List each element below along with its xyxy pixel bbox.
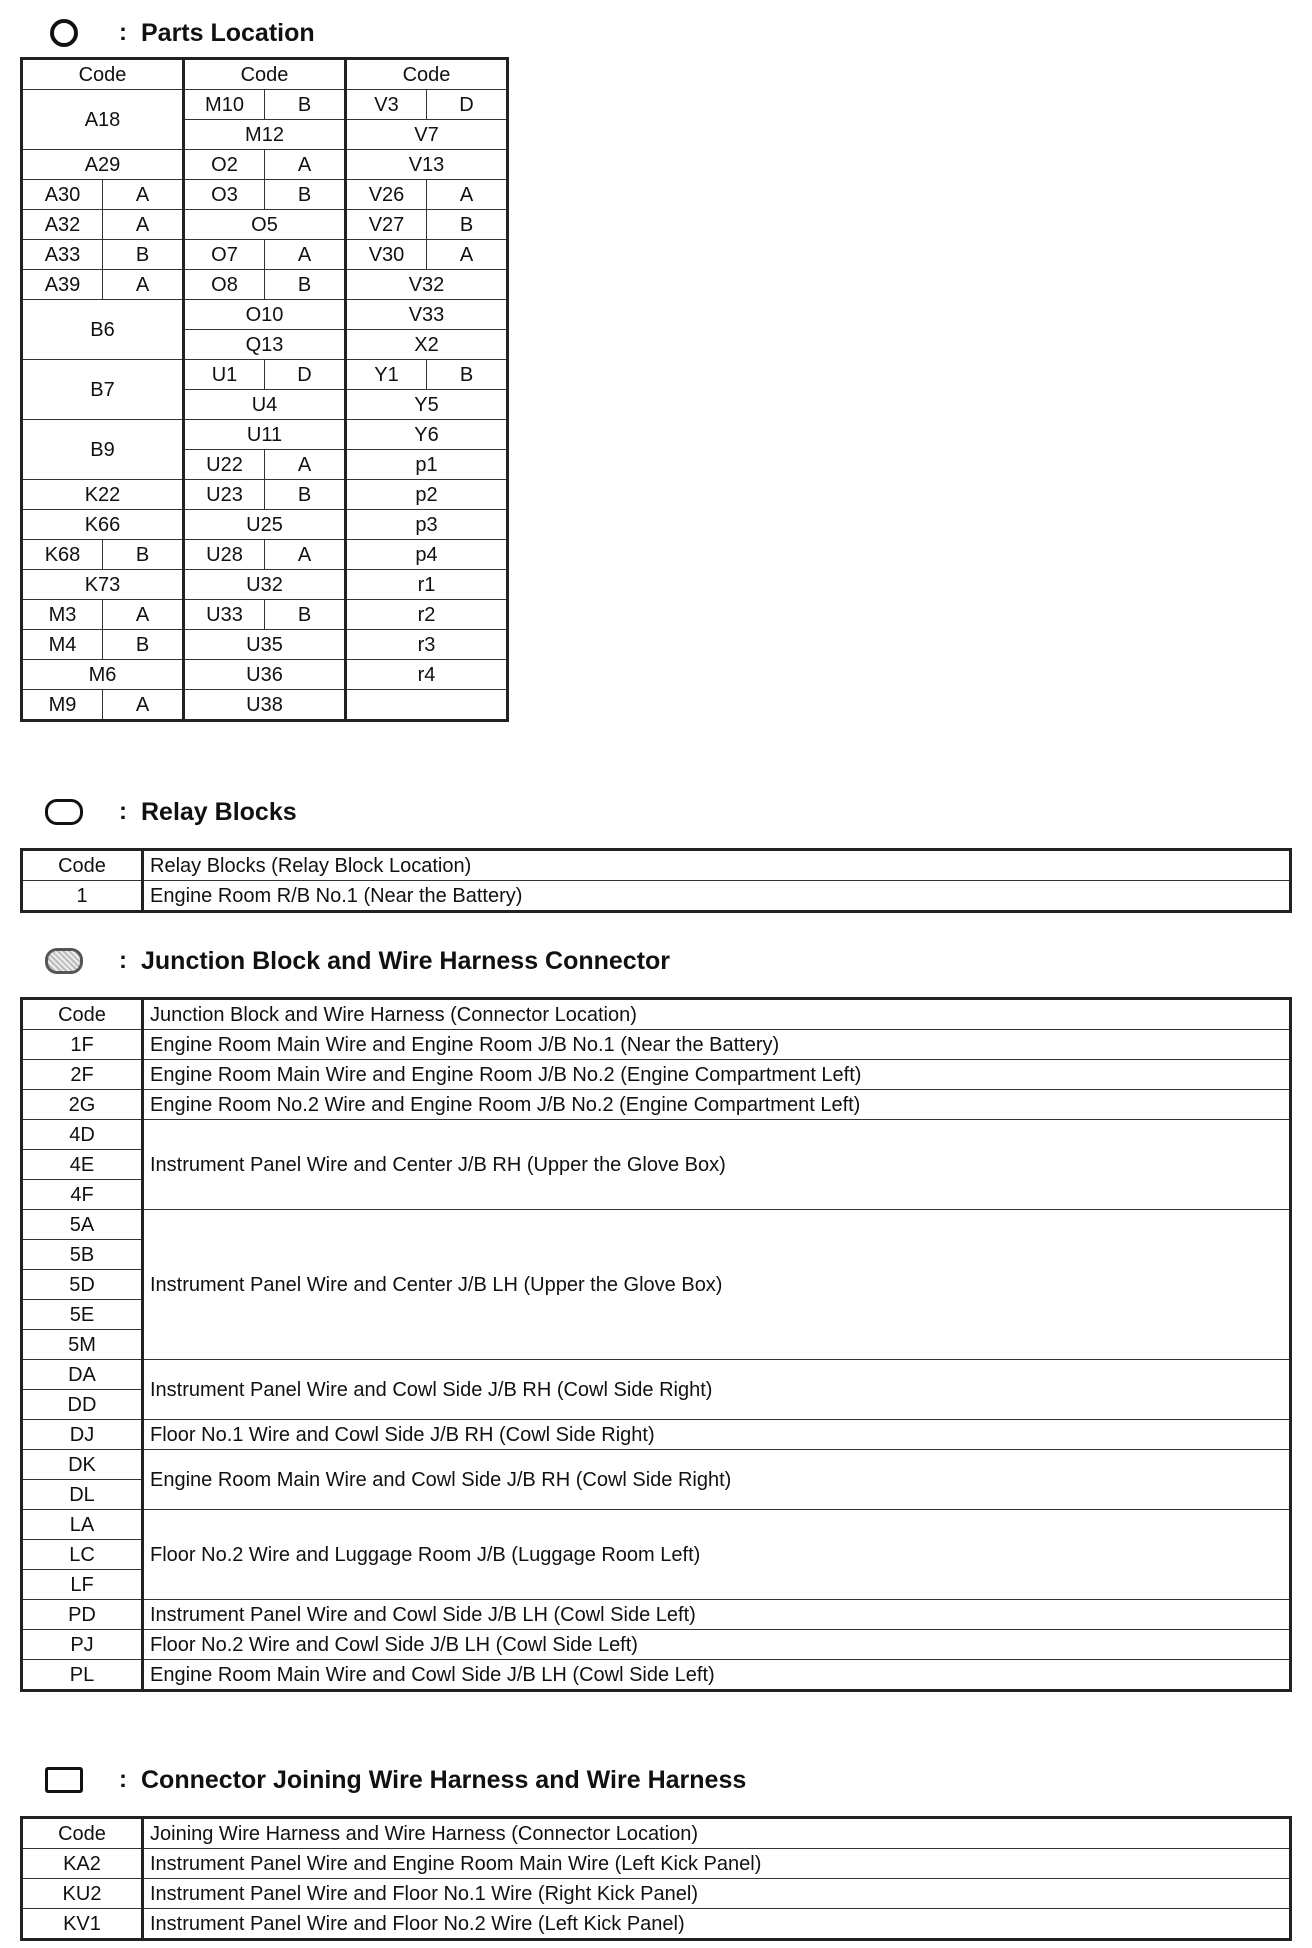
code-cell: U36 — [184, 660, 346, 690]
code-cell: K66 — [22, 510, 184, 540]
code-cell: O2 — [184, 150, 265, 180]
table-row — [22, 690, 508, 721]
junction-code-cell: 1F — [22, 1030, 143, 1060]
table-header-row — [22, 850, 1291, 881]
relay-code-cell: 1 — [22, 881, 143, 912]
junction-location-cell: Instrument Panel Wire and Cowl Side J/B LH (Cowl Side Left) — [143, 1600, 1291, 1630]
code-cell: U38 — [184, 690, 346, 721]
table-row — [22, 360, 508, 390]
relay-blocks-title: Relay Blocks — [141, 797, 297, 826]
table-row — [22, 240, 508, 270]
connector-letter-cell: A — [265, 540, 346, 570]
rectangle-symbol-icon — [45, 1765, 83, 1795]
code-cell: U11 — [184, 420, 346, 450]
code-cell: K73 — [22, 570, 184, 600]
table-row — [22, 480, 508, 510]
code-cell: A33 — [22, 240, 103, 270]
junction-code-cell: DD — [22, 1390, 143, 1420]
parts-code-header: Code — [346, 59, 508, 90]
code-cell: O3 — [184, 180, 265, 210]
parts-location-colon: : — [119, 19, 127, 46]
relay-blocks-table — [20, 848, 1292, 913]
code-cell: Q13 — [184, 330, 346, 360]
code-cell: U35 — [184, 630, 346, 660]
junction-block-title: Junction Block and Wire Harness Connector — [141, 946, 671, 975]
table-row — [22, 1030, 1291, 1060]
code-cell: V32 — [346, 270, 508, 300]
code-cell: X2 — [346, 330, 508, 360]
code-cell: M12 — [184, 120, 346, 150]
code-cell: p1 — [346, 450, 508, 480]
joining-code-cell: KA2 — [22, 1849, 143, 1879]
code-cell: r1 — [346, 570, 508, 600]
joining-location-cell: Instrument Panel Wire and Engine Room Main Wire (Left Kick Panel) — [143, 1849, 1291, 1879]
junction-location-cell: Instrument Panel Wire and Center J/B LH (Upper the Glove Box) — [143, 1210, 1291, 1360]
relay-blocks-heading — [45, 792, 297, 832]
relay-location-cell: Engine Room R/B No.1 (Near the Battery) — [143, 881, 1291, 912]
junction-code-cell: DL — [22, 1480, 143, 1510]
stadium-symbol-icon — [45, 797, 83, 827]
code-cell: O10 — [184, 300, 346, 330]
joining-code-header: Code — [22, 1818, 143, 1849]
junction-code-cell: LA — [22, 1510, 143, 1540]
connector-letter-cell: B — [265, 480, 346, 510]
connector-letter-cell: B — [427, 210, 508, 240]
parts-code-header: Code — [22, 59, 184, 90]
code-cell: M3 — [22, 600, 103, 630]
junction-location-cell: Instrument Panel Wire and Center J/B RH (Upper the Glove Box) — [143, 1120, 1291, 1210]
table-header-row — [22, 999, 1291, 1030]
joining-connector-heading — [45, 1760, 746, 1800]
code-cell: p3 — [346, 510, 508, 540]
junction-location-cell: Instrument Panel Wire and Cowl Side J/B RH (Cowl Side Right) — [143, 1360, 1291, 1420]
connector-letter-cell: A — [103, 180, 184, 210]
junction-location-cell: Floor No.2 Wire and Luggage Room J/B (Luggage Room Left) — [143, 1510, 1291, 1600]
connector-letter-cell: B — [265, 600, 346, 630]
junction-code-cell: PL — [22, 1660, 143, 1691]
table-row — [22, 1660, 1291, 1691]
connector-letter-cell: B — [265, 90, 346, 120]
junction-code-cell: PJ — [22, 1630, 143, 1660]
code-cell: p2 — [346, 480, 508, 510]
code-cell: M4 — [22, 630, 103, 660]
table-row — [22, 1120, 1291, 1150]
junction-code-cell: DA — [22, 1360, 143, 1390]
table-row — [22, 1849, 1291, 1879]
connector-letter-cell: B — [103, 540, 184, 570]
junction-location-cell: Floor No.2 Wire and Cowl Side J/B LH (Cowl Side Left) — [143, 1630, 1291, 1660]
code-cell: B9 — [22, 420, 184, 480]
circle-symbol-icon — [45, 18, 83, 48]
relay-blocks-colon: : — [119, 798, 127, 825]
relay-location-header: Relay Blocks (Relay Block Location) — [143, 850, 1291, 881]
code-cell: A39 — [22, 270, 103, 300]
junction-code-cell: 5M — [22, 1330, 143, 1360]
code-cell: U33 — [184, 600, 265, 630]
code-cell: O5 — [184, 210, 346, 240]
table-row — [22, 1420, 1291, 1450]
junction-location-cell: Floor No.1 Wire and Cowl Side J/B RH (Cowl Side Right) — [143, 1420, 1291, 1450]
code-cell: A29 — [22, 150, 184, 180]
table-row — [22, 150, 508, 180]
table-row — [22, 630, 508, 660]
code-cell: O7 — [184, 240, 265, 270]
junction-code-cell: 5E — [22, 1300, 143, 1330]
code-cell: U23 — [184, 480, 265, 510]
junction-block-colon: : — [119, 947, 127, 974]
table-row — [22, 1060, 1291, 1090]
junction-code-cell: DK — [22, 1450, 143, 1480]
code-cell: M9 — [22, 690, 103, 721]
junction-code-cell: 4F — [22, 1180, 143, 1210]
connector-letter-cell: A — [103, 270, 184, 300]
junction-code-cell: 4D — [22, 1120, 143, 1150]
joining-code-cell: KV1 — [22, 1909, 143, 1940]
table-row — [22, 1360, 1291, 1390]
junction-location-cell: Engine Room Main Wire and Cowl Side J/B LH (Cowl Side Left) — [143, 1660, 1291, 1691]
code-cell: U22 — [184, 450, 265, 480]
table-row — [22, 570, 508, 600]
code-cell: V33 — [346, 300, 508, 330]
joining-connector-table — [20, 1816, 1292, 1941]
table-row — [22, 1510, 1291, 1540]
table-row — [22, 510, 508, 540]
code-cell: V7 — [346, 120, 508, 150]
parts-location-title: Parts Location — [141, 18, 315, 47]
code-cell: A18 — [22, 90, 184, 150]
joining-location-cell: Instrument Panel Wire and Floor No.1 Wire (Right Kick Panel) — [143, 1879, 1291, 1909]
table-header-row — [22, 59, 508, 90]
junction-code-cell: 5B — [22, 1240, 143, 1270]
code-cell: r2 — [346, 600, 508, 630]
code-cell: U32 — [184, 570, 346, 600]
joining-code-cell: KU2 — [22, 1879, 143, 1909]
table-row — [22, 1090, 1291, 1120]
empty-cell — [346, 690, 508, 721]
code-cell: U4 — [184, 390, 346, 420]
connector-letter-cell: A — [427, 240, 508, 270]
junction-code-cell: 4E — [22, 1150, 143, 1180]
code-cell: A32 — [22, 210, 103, 240]
shaded-stadium-symbol-icon — [45, 946, 83, 976]
table-row — [22, 600, 508, 630]
joining-location-header: Joining Wire Harness and Wire Harness (Connector Location) — [143, 1818, 1291, 1849]
junction-code-cell: 2G — [22, 1090, 143, 1120]
connector-letter-cell: A — [265, 150, 346, 180]
code-cell: p4 — [346, 540, 508, 570]
code-cell: V13 — [346, 150, 508, 180]
code-cell: Y6 — [346, 420, 508, 450]
connector-letter-cell: A — [265, 240, 346, 270]
joining-connector-colon: : — [119, 1766, 127, 1793]
table-row — [22, 1630, 1291, 1660]
junction-code-cell: 5A — [22, 1210, 143, 1240]
code-cell: O8 — [184, 270, 265, 300]
junction-location-cell: Engine Room No.2 Wire and Engine Room J/B No.2 (Engine Compartment Left) — [143, 1090, 1291, 1120]
connector-letter-cell: D — [427, 90, 508, 120]
connector-letter-cell: A — [265, 450, 346, 480]
table-row — [22, 881, 1291, 912]
code-cell: U1 — [184, 360, 265, 390]
parts-location-heading — [45, 13, 315, 53]
table-row — [22, 210, 508, 240]
table-row — [22, 420, 508, 450]
table-header-row — [22, 1818, 1291, 1849]
code-cell: U28 — [184, 540, 265, 570]
junction-location-cell: Engine Room Main Wire and Engine Room J/B No.1 (Near the Battery) — [143, 1030, 1291, 1060]
connector-letter-cell: B — [427, 360, 508, 390]
code-cell: B6 — [22, 300, 184, 360]
junction-code-cell: 2F — [22, 1060, 143, 1090]
relay-code-header: Code — [22, 850, 143, 881]
connector-letter-cell: A — [103, 690, 184, 721]
code-cell: r3 — [346, 630, 508, 660]
code-cell: V3 — [346, 90, 427, 120]
code-cell: V30 — [346, 240, 427, 270]
parts-location-table — [20, 57, 509, 722]
table-row — [22, 180, 508, 210]
code-cell: M6 — [22, 660, 184, 690]
table-row — [22, 1210, 1291, 1240]
parts-code-header: Code — [184, 59, 346, 90]
table-row — [22, 1879, 1291, 1909]
connector-letter-cell: A — [103, 210, 184, 240]
joining-location-cell: Instrument Panel Wire and Floor No.2 Wire (Left Kick Panel) — [143, 1909, 1291, 1940]
connector-letter-cell: B — [265, 180, 346, 210]
connector-letter-cell: A — [427, 180, 508, 210]
table-row — [22, 1450, 1291, 1480]
joining-connector-title: Connector Joining Wire Harness and Wire Harness — [141, 1765, 747, 1794]
code-cell: Y5 — [346, 390, 508, 420]
junction-code-cell: 5D — [22, 1270, 143, 1300]
table-row — [22, 300, 508, 330]
code-cell: V26 — [346, 180, 427, 210]
junction-block-table — [20, 997, 1292, 1692]
table-row — [22, 660, 508, 690]
connector-letter-cell: A — [103, 600, 184, 630]
junction-code-cell: PD — [22, 1600, 143, 1630]
junction-location-cell: Engine Room Main Wire and Engine Room J/B No.2 (Engine Compartment Left) — [143, 1060, 1291, 1090]
junction-code-header: Code — [22, 999, 143, 1030]
connector-letter-cell: B — [103, 240, 184, 270]
connector-letter-cell: B — [265, 270, 346, 300]
table-row — [22, 540, 508, 570]
junction-code-cell: LF — [22, 1570, 143, 1600]
code-cell: V27 — [346, 210, 427, 240]
code-cell: A30 — [22, 180, 103, 210]
code-cell: r4 — [346, 660, 508, 690]
code-cell: M10 — [184, 90, 265, 120]
table-row — [22, 1909, 1291, 1940]
connector-letter-cell: D — [265, 360, 346, 390]
junction-location-header: Junction Block and Wire Harness (Connector Location) — [143, 999, 1291, 1030]
junction-code-cell: DJ — [22, 1420, 143, 1450]
table-row — [22, 1600, 1291, 1630]
junction-location-cell: Engine Room Main Wire and Cowl Side J/B RH (Cowl Side Right) — [143, 1450, 1291, 1510]
code-cell: U25 — [184, 510, 346, 540]
code-cell: K22 — [22, 480, 184, 510]
junction-code-cell: LC — [22, 1540, 143, 1570]
table-row — [22, 90, 508, 120]
connector-letter-cell: B — [103, 630, 184, 660]
code-cell: B7 — [22, 360, 184, 420]
code-cell: Y1 — [346, 360, 427, 390]
table-row — [22, 270, 508, 300]
code-cell: K68 — [22, 540, 103, 570]
junction-block-heading — [45, 941, 670, 981]
